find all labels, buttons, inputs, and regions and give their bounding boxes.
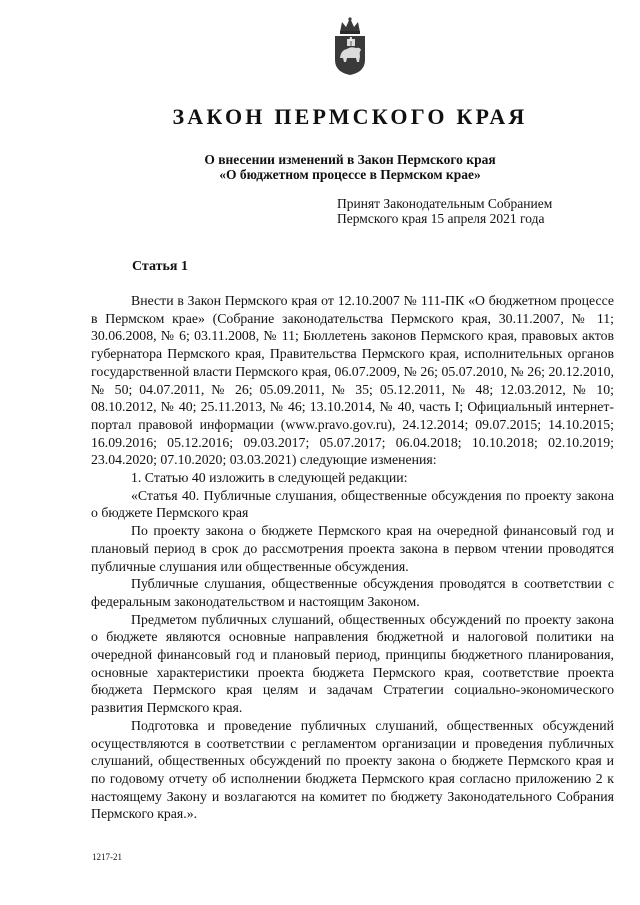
- adoption-note-line-1: Принят Законодательным Собранием: [337, 196, 553, 211]
- document-code: 1217-21: [92, 852, 122, 862]
- law-subtitle-line-2: «О бюджетном процессе в Пермском крае»: [219, 167, 481, 182]
- perm-krai-coat-of-arms-icon: [332, 16, 368, 76]
- adoption-note-line-2: Пермского края 15 апреля 2021 года: [337, 211, 545, 226]
- article-heading: Статья 1: [132, 259, 188, 274]
- article-body: [91, 292, 614, 823]
- law-title: ЗАКОН ПЕРМСКОГО КРАЯ: [172, 104, 528, 129]
- law-subtitle-line-1: О внесении изменений в Закон Пермского края: [204, 152, 496, 167]
- article-paragraph: 1. Статью 40 изложить в следующей редакции:: [131, 470, 408, 486]
- article-paragraph: По проекту закона о бюджете Пермского края на очередной финансовый год и плановый период в срок до рассмотрения проекта закона в первом чтении проводятся публичные слушания или общественные обсуждения.: [91, 523, 614, 574]
- law-subtitle: [60, 152, 640, 182]
- article-paragraph: Подготовка и проведение публичных слушаний, общественных обсуждений осуществляются в соответствии с регламентом организации и проведения публичных слушаний, общественных обсуждений по проекту закона о бюджете Пермского края и по годовому отчету об исполнении бюджета Пермского края согласно приложению 2 к настоящему Закону и возлагаются на комитет по бюджету Законодательного Собрания Пермского края.».: [91, 717, 614, 822]
- article-paragraph: Публичные слушания, общественные обсуждения проводятся в соответствии с федеральным законодательством и настоящим Законом.: [91, 576, 614, 609]
- article-paragraph: «Статья 40. Публичные слушания, общественные обсуждения по проекту закона о бюджете Пермского края: [91, 487, 614, 521]
- adoption-note: [337, 196, 552, 226]
- article-paragraph: Предметом публичных слушаний, общественных обсуждений по проекту закона о бюджете являются основные направления бюджетной и налоговой политики на очередной финансовый год и плановый период, принципы бюджетного планирования, основные характеристики проекта бюджета Пермского края, соответствие проекта бюджета Пермского края целям и задачам Стратегии социально-экономического развития Пермского края.: [91, 611, 614, 716]
- article-paragraph: Внести в Закон Пермского края от 12.10.2007 № 111-ПК «О бюджетном процессе в Пермском крае» (Собрание законодательства Пермского края, 30.11.2007, № 11; 30.06.2008, № 6; 03.11.2008, № 11; Бюллетень законов Пермского края, правовых актов губернатора Пермского края, Правительства Пермского края, исполнительных органов государственной власти Пермского края, 06.07.2009, № 26; 05.07.2010, № 26; 20.12.2010, № 50; 04.07.2011, № 26; 05.09.2011, № 35; 05.12.2011, № 48; 12.03.2012, № 10; 08.10.2012, № 40; 25.11.2013, № 46; 13.10.2014, № 40, часть I; Официальный интернет-портал правовой информации (www.pravo.gov.ru), 24.12.2014; 09.07.2015; 14.10.2015; 16.09.2016; 05.12.2016; 09.03.2017; 05.07.2017; 06.04.2018; 10.10.2018; 02.10.2019; 23.04.2020; 07.10.2020; 03.03.2021) следующие изменения:: [91, 293, 614, 468]
